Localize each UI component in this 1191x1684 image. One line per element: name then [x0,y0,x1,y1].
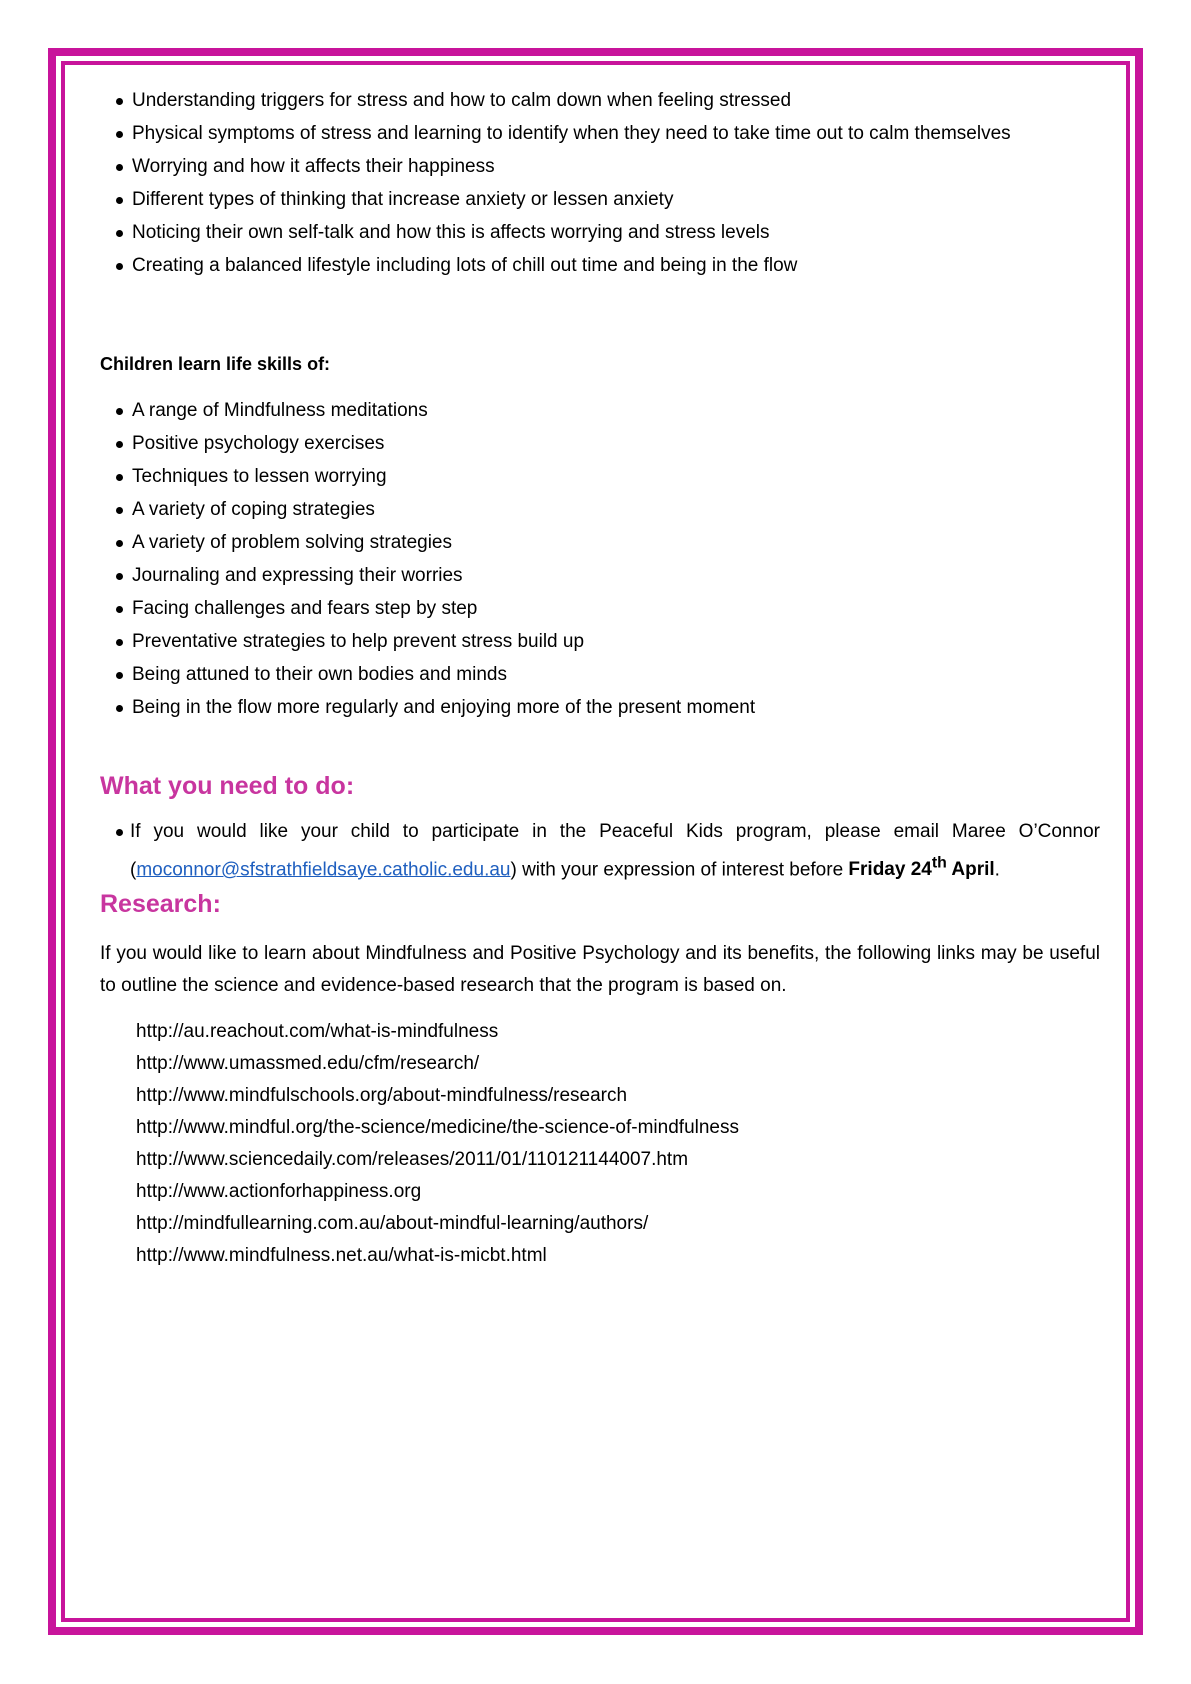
research-link[interactable]: http://www.sciencedaily.com/releases/2011/01/110121144007.htm [136,1149,689,1171]
list-item: Journaling and expressing their worries [116,559,1100,592]
research-links [100,1016,1100,1272]
topics-list [100,84,1100,282]
list-item: Facing challenges and fears step by step [116,592,1100,625]
list-item: Understanding triggers for stress and how to calm down when feeling stressed [116,84,1100,117]
research-link[interactable]: http://www.mindfulness.net.au/what-is-micbt.html [136,1245,547,1267]
deadline [848,855,995,881]
list-item: Creating a balanced lifestyle including lots of chill out time and being in the flow [116,249,1100,282]
list-item: Being attuned to their own bodies and minds [116,658,1100,691]
list-item: Noticing their own self-talk and how this is affects worrying and stress levels [116,216,1100,249]
list-item: Techniques to lessen worrying [116,460,1100,493]
email-link[interactable]: moconnor@sfstrathfieldsaye.catholic.edu.au [136,859,511,881]
list-item: Positive psychology exercises [116,427,1100,460]
research-link[interactable]: http://www.mindful.org/the-science/medicine/the-science-of-mindfulness [136,1117,739,1139]
research-link[interactable]: http://www.mindfulschools.org/about-mindfulness/research [136,1085,628,1107]
research-link[interactable]: http://mindfullearning.com.au/about-mindful-learning/authors/ [136,1213,649,1235]
deadline-month: April [946,859,995,881]
list-item: Being in the flow more regularly and enjoying more of the present moment [116,691,1100,724]
research-link[interactable]: http://www.umassmed.edu/cfm/research/ [136,1053,480,1075]
deadline-suffix: th [931,855,947,872]
list-item: A range of Mindfulness meditations [116,394,1100,427]
research-heading: Research: [100,890,221,919]
action-text-before: If you would like your child to participate in the Peaceful Kids program, please email Maree O’Connor ( [130,821,1100,881]
list-item: A variety of coping strategies [116,493,1100,526]
list-item: Preventative strategies to help prevent stress build up [116,625,1100,658]
research-link[interactable]: http://www.actionforhappiness.org [136,1181,422,1203]
action-text-middle: ) with your expression of interest before [510,859,849,881]
action-text-end: . [994,859,1000,881]
list-item: Different types of thinking that increase anxiety or lessen anxiety [116,183,1100,216]
research-intro: If you would like to learn about Mindfulness and Positive Psychology and its benefits, the following links may be useful to outline the science and evidence-based research that the program is based on. [100,943,1100,997]
document-content [100,84,1100,1272]
deadline-day: Friday 24 [848,859,932,881]
action-item [100,816,1100,886]
list-item: A variety of problem solving strategies [116,526,1100,559]
research-link[interactable]: http://au.reachout.com/what-is-mindfulness [136,1021,499,1043]
life-skills-list [100,394,1100,724]
what-you-need-heading: What you need to do: [100,772,355,800]
list-item: Worrying and how it affects their happiness [116,150,1100,183]
list-item: Physical symptoms of stress and learning to identify when they need to take time out to calm themselves [116,117,1100,150]
life-skills-heading: Children learn life skills of: [100,354,331,374]
